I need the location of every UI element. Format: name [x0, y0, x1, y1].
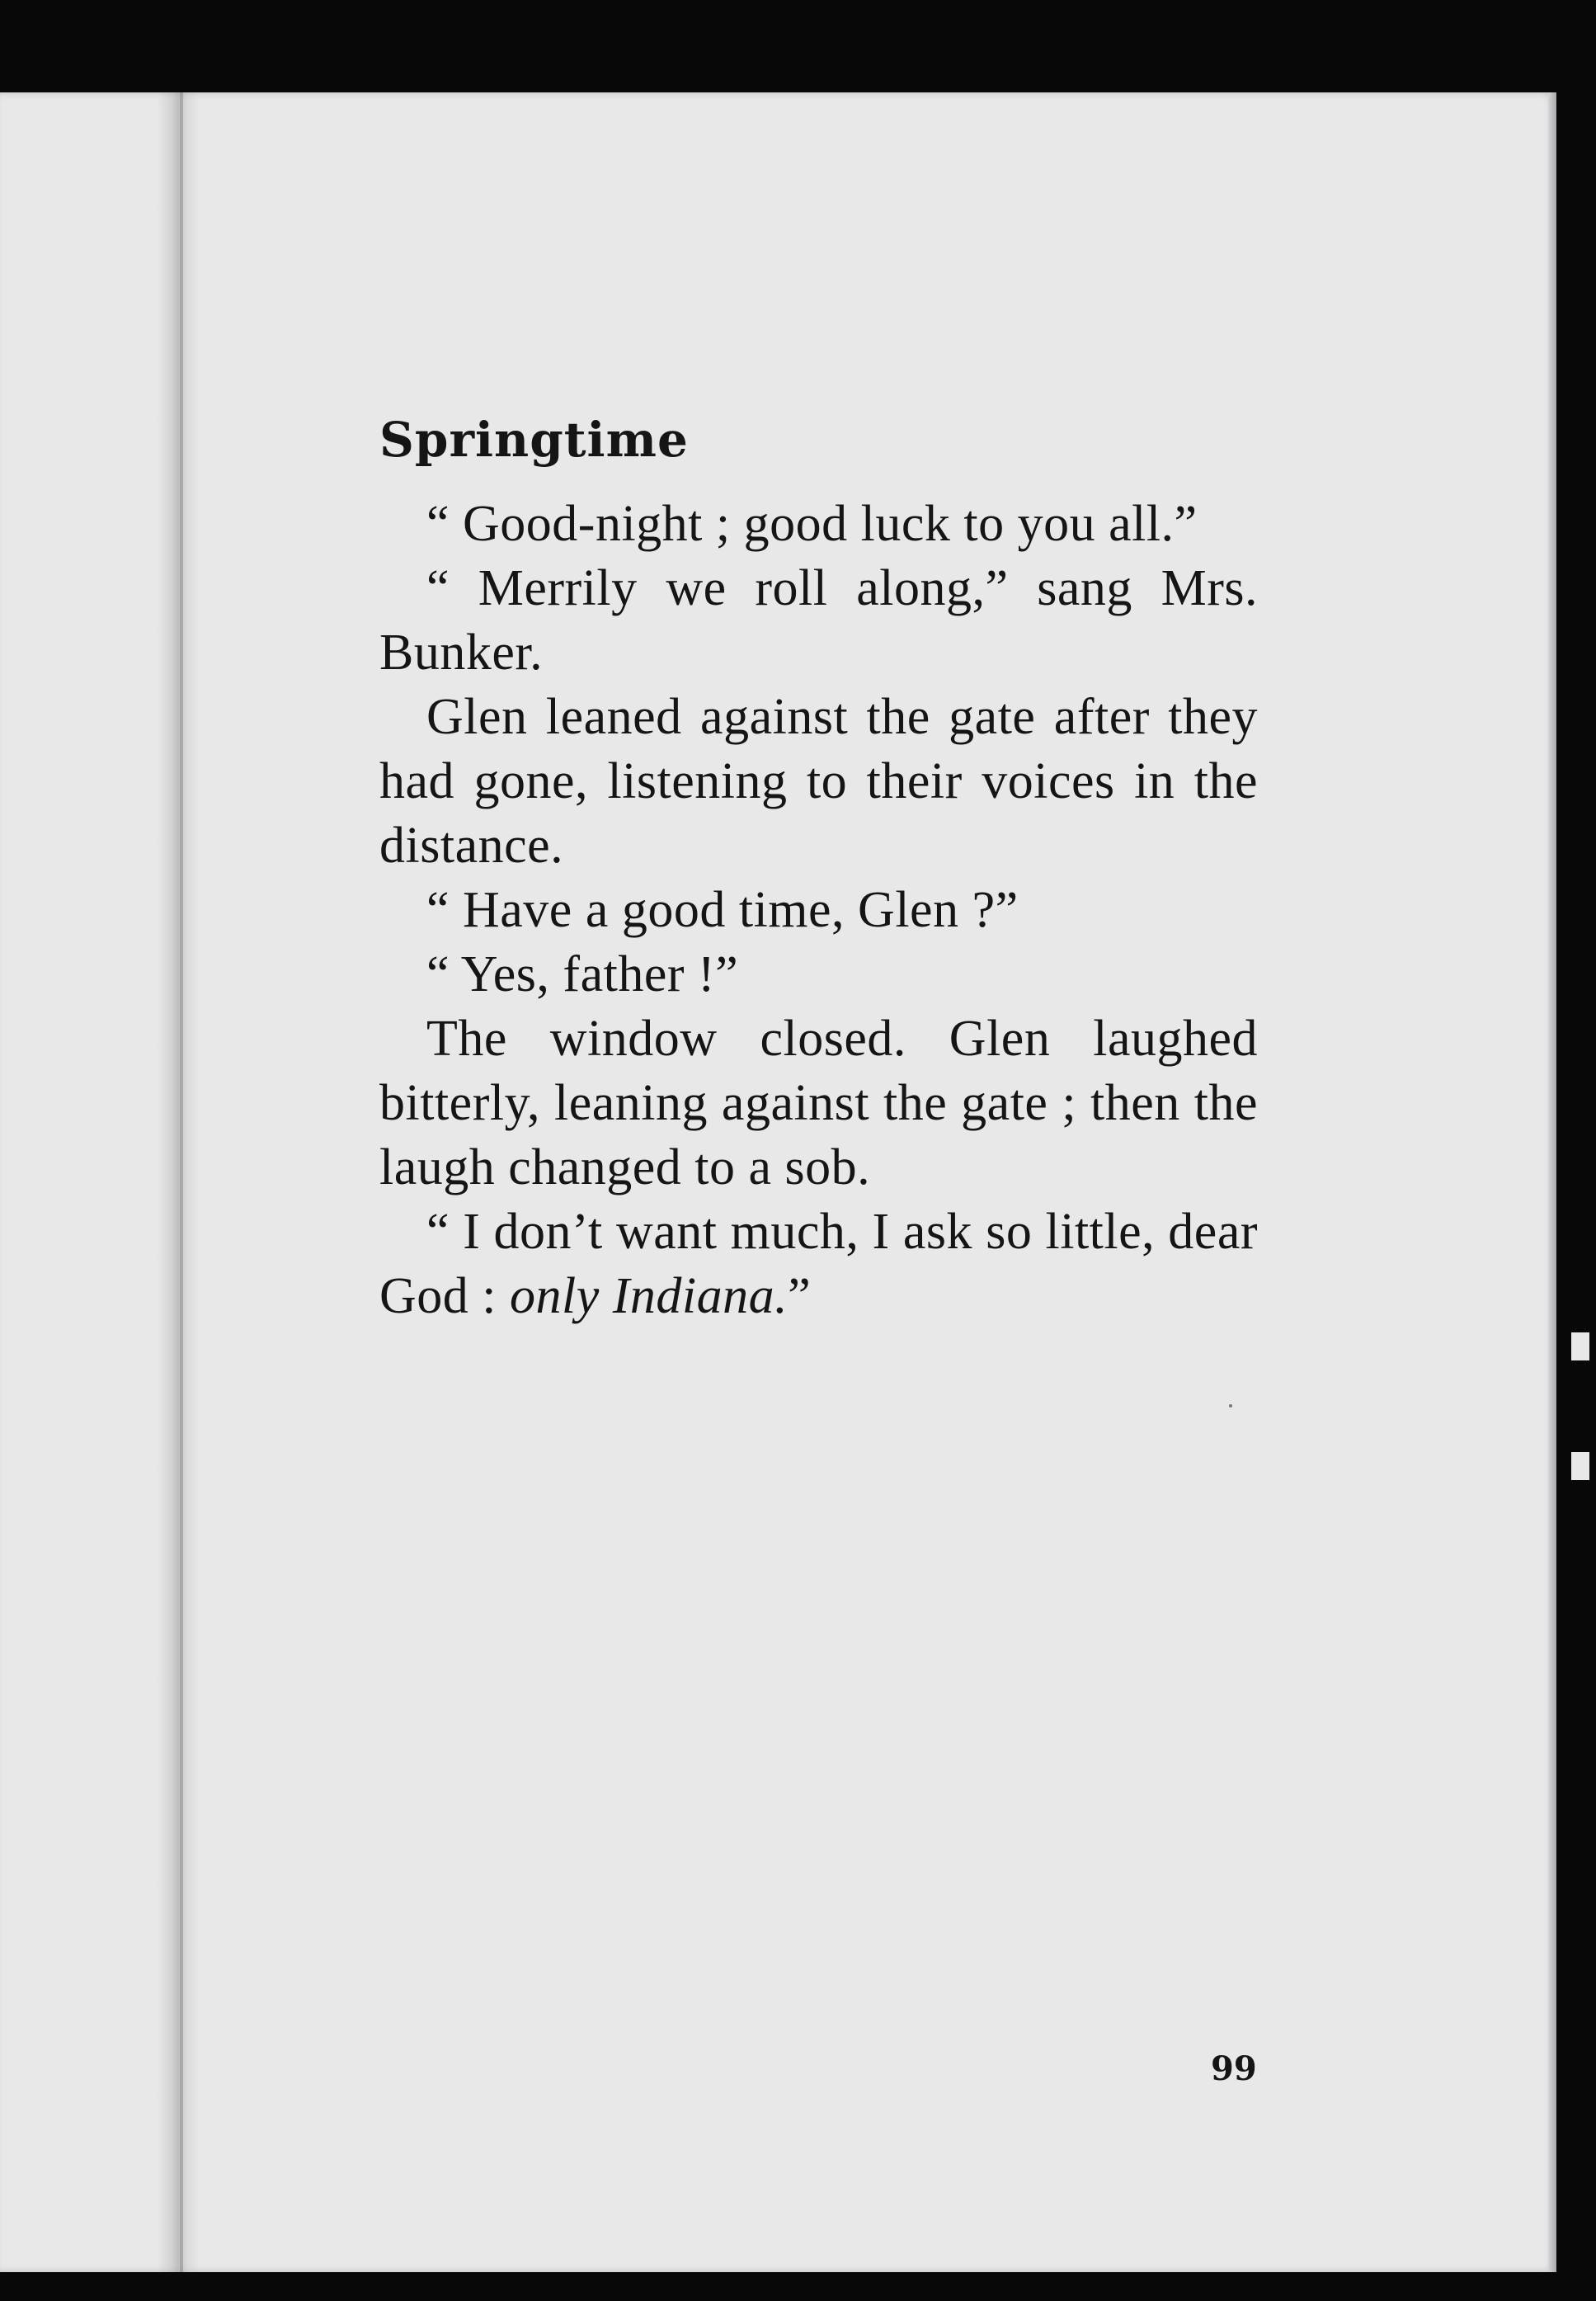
- paragraph: [379, 878, 1258, 942]
- paragraph: [379, 556, 1258, 685]
- scan-speck: [1229, 1404, 1232, 1407]
- page-text-block: [379, 404, 1258, 1328]
- paragraph: [379, 685, 1258, 878]
- paragraph-text: “ Have a good time, Glen ?”: [426, 882, 1019, 938]
- page-number: 99: [1211, 2049, 1257, 2088]
- paragraph: [379, 942, 1258, 1007]
- running-head: Springtime: [379, 412, 689, 468]
- book-page: [0, 92, 1556, 2272]
- paragraph-text: “ Merrily we roll along,” sang Mrs. Bunker.: [379, 560, 1258, 681]
- scan-edge-mark: [1571, 1452, 1589, 1480]
- body-text: [379, 492, 1258, 1328]
- scan-edge-mark: [1571, 1332, 1589, 1360]
- paragraph: [379, 1200, 1258, 1328]
- italic-text: only Indiana.: [510, 1268, 789, 1324]
- page-gutter-shadow: [157, 92, 200, 2272]
- paragraph-text: The window closed. Glen laughed bitterly, leaning against the gate ; then the laugh changed to a sob.: [379, 1011, 1258, 1195]
- paragraph-text: “ I don’t want much, I ask so little, dear God :: [379, 1204, 1258, 1324]
- page-gutter-line: [180, 92, 183, 2272]
- page-edge: [1548, 92, 1556, 2272]
- paragraph: [379, 492, 1258, 556]
- paragraph: [379, 1007, 1258, 1200]
- paragraph-text: “ Yes, father !”: [426, 946, 739, 1002]
- paragraph-text: Glen leaned against the gate after they had gone, listening to their voices in the distance.: [379, 689, 1258, 874]
- paragraph-text: “ Good-night ; good luck to you all.”: [426, 496, 1198, 552]
- paragraph-text: ”: [788, 1268, 812, 1324]
